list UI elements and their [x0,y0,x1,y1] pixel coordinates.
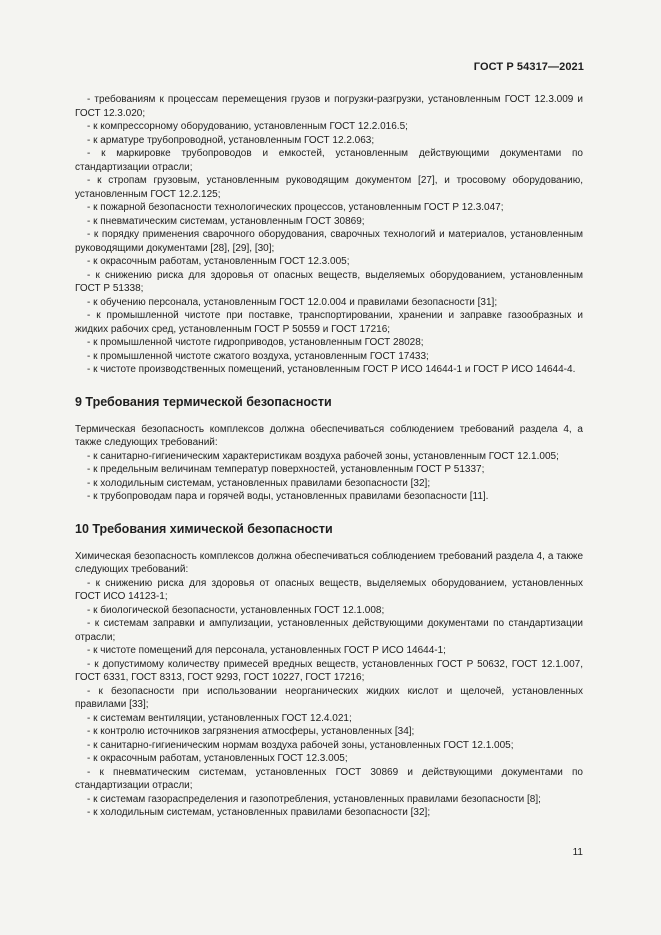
list-item: - требованиям к процессам перемещения грузов и погрузки-разгрузки, установленным ГОСТ 12.3.009 и ГОСТ 12.3.020; [75,94,583,119]
list-item: - к системам заправки и ампулизации, установленных действующими документами по стандартизации отрасли; [75,618,583,643]
list-item: - к маркировке трубопроводов и емкостей, установленным действующими документами по стандартизации отрасли; [75,148,583,173]
section-9-title: 9 Требования термической безопасности [75,394,332,409]
section-9-intro: Термическая безопасность комплексов должна обеспечиваться соблюдением требований раздела 4, а также следующих требований: [75,423,583,448]
list-item: - к холодильным системам, установленных правилами безопасности [32]; [87,807,431,818]
section-10-intro: Химическая безопасность комплексов должна обеспечиваться соблюдением требований раздела 4, а также следующих требований: [75,550,583,575]
list-item: - к промышленной чистоте при поставке, транспортировании, хранении и заправке газообразных и жидких рабочих сред, установленным ГОСТ Р 50559 и ГОСТ 17216; [75,310,583,335]
list-item: - к безопасности при использовании неорганических жидких кислот и щелочей, установленных правилами [33]; [75,685,583,710]
list-item: - к чистоте производственных помещений, установленным ГОСТ Р ИСО 14644-1 и ГОСТ Р ИСО 14644-4. [87,364,576,375]
list-item: - к трубопроводам пара и горячей воды, установленных правилами безопасности [11]. [87,491,489,502]
list-item: - к пожарной безопасности технологических процессов, установленным ГОСТ Р 12.3.047; [87,202,504,213]
list-item: - к холодильным системам, установленных правилами безопасности [32]; [87,477,431,489]
section-9-list [75,450,583,504]
document-body [75,93,583,820]
requirements-list-continued [75,93,583,377]
list-item: - к санитарно-гигиеническим нормам воздуха рабочей зоны, установленных ГОСТ 12.1.005; [87,739,514,751]
list-item: - к контролю источников загрязнения атмосферы, установленных [34]; [87,726,415,737]
list-item: - к обучению персонала, установленным ГОСТ 12.0.004 и правилами безопасности [31]; [87,296,498,308]
list-item: - к снижению риска для здоровья от опасных веществ, выделяемых оборудованием, установленным ГОСТ Р 51338; [75,269,583,294]
section-10-title: 10 Требования химической безопасности [75,521,333,536]
list-item: - к санитарно-гигиеническим характеристикам воздуха рабочей зоны, установленным ГОСТ 12.1.005; [87,450,559,462]
list-item: - к промышленной чистоте сжатого воздуха, установленным ГОСТ 17433; [87,350,429,362]
list-item: - к системам газораспределения и газопотребления, установленных правилами безопасности [8]; [87,793,541,805]
list-item: - к чистоте помещений для персонала, установленных ГОСТ Р ИСО 14644-1; [87,645,446,656]
list-item: - к арматуре трубопроводной, установленным ГОСТ 12.2.063; [87,134,375,146]
section-10-list [75,577,583,820]
list-item: - к биологической безопасности, установленных ГОСТ 12.1.008; [87,604,385,616]
list-item: - к стропам грузовым, установленным руководящим документом [27], и тросовому оборудованию, установленным ГОСТ 12.2.125; [75,175,583,200]
list-item: - к системам вентиляции, установленных ГОСТ 12.4.021; [87,712,352,724]
page-number: 11 [572,847,583,858]
list-item: - к допустимому количеству примесей вредных веществ, установленных ГОСТ Р 50632, ГОСТ 12.1.007, ГОСТ 6331, ГОСТ 8313, ГОСТ 9293, ГОСТ 10227, ГОСТ 17216; [75,658,583,683]
list-item: - к промышленной чистоте гидроприводов, установленным ГОСТ 28028; [87,337,424,348]
list-item: - к окрасочным работам, установленным ГОСТ 12.3.005; [87,256,350,267]
document-code: ГОСТ Р 54317—2021 [473,61,584,73]
list-item: - к компрессорному оборудованию, установленным ГОСТ 12.2.016.5; [87,121,408,132]
list-item: - к окрасочным работам, установленных ГОСТ 12.3.005; [87,753,348,764]
list-item: - к предельным величинам температур поверхностей, установленным ГОСТ Р 51337; [87,464,485,475]
list-item: - к пневматическим системам, установленным ГОСТ 30869; [87,215,365,227]
list-item: - к порядку применения сварочного оборудования, сварочных технологий и материалов, установленным руководящими документами [28], [29], [30]; [75,229,583,254]
list-item: - к пневматическим системам, установленных ГОСТ 30869 и действующими документами по стандартизации отрасли; [75,766,583,791]
list-item: - к снижению риска для здоровья от опасных веществ, выделяемых оборудованием, установленных ГОСТ ИСО 14123-1; [75,577,583,602]
